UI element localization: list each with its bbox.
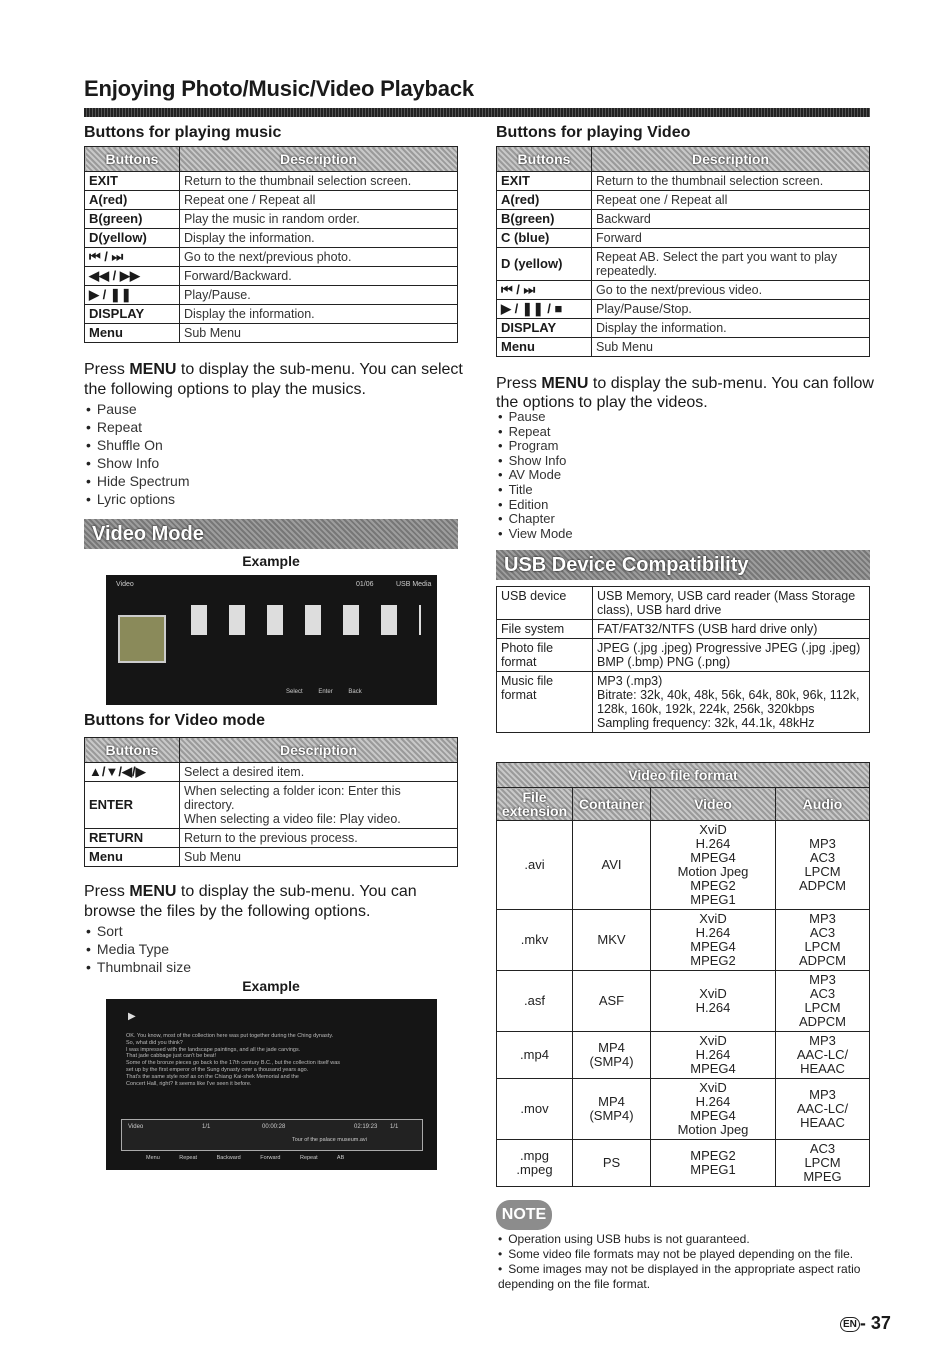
subtitle-line: That jade cabbage just can't be beat! xyxy=(126,1053,217,1060)
usb-compatibility-band: USB Device Compatibility xyxy=(496,550,870,580)
description-line: When selecting a folder icon: Enter this directory. xyxy=(184,784,401,812)
format-video-cell xyxy=(651,821,776,910)
video-mode-buttons-heading: Buttons for Video mode xyxy=(84,712,266,729)
video-submenu-text xyxy=(496,374,876,412)
music-buttons-table xyxy=(84,146,458,343)
description-cell xyxy=(180,782,458,829)
format-line: .mov xyxy=(520,1101,549,1116)
hint-backward: Backward xyxy=(216,1155,241,1161)
description-cell: Repeat AB. Select the part you want to play repeatedly. xyxy=(592,248,870,281)
format-line: MP3 xyxy=(809,1087,836,1102)
table-row xyxy=(497,587,870,620)
format-ext-cell xyxy=(497,1079,573,1140)
format-line: H.264 xyxy=(695,836,731,851)
button-name-cell: ⏮ / ⏭ xyxy=(85,248,180,267)
format-container-cell xyxy=(573,821,651,910)
list-item: • Lyric options xyxy=(86,490,190,508)
page-number-text: - 37 xyxy=(859,1313,891,1333)
para-suffix: to display the sub-menu. You can select the following options to play the musics. xyxy=(84,361,463,398)
format-ext-cell xyxy=(497,1032,573,1079)
format-audio-cell xyxy=(776,1079,870,1140)
description-cell: Backward xyxy=(592,210,870,229)
format-line: XviD xyxy=(699,986,727,1001)
button-name-cell: A(red) xyxy=(497,191,592,210)
list-item: • View Mode xyxy=(498,527,573,542)
playback-info-bar xyxy=(121,1119,423,1151)
format-line: AC3 xyxy=(809,925,836,940)
description-cell: Display the information. xyxy=(180,305,458,324)
format-line: MP3 xyxy=(809,911,836,926)
table-row xyxy=(497,1032,870,1079)
format-audio-cell xyxy=(776,1032,870,1079)
format-video-cell xyxy=(651,1032,776,1079)
table-row xyxy=(85,848,458,867)
format-line: MPEG1 xyxy=(690,1162,736,1177)
table-row xyxy=(85,191,458,210)
button-name-cell: DISPLAY xyxy=(85,305,180,324)
subtitle-text xyxy=(126,1033,426,1087)
col-header-container: Container xyxy=(573,788,651,821)
usb-rows xyxy=(497,587,870,733)
format-line: MKV xyxy=(597,932,626,947)
format-line: HEAAC xyxy=(800,1061,845,1076)
format-line: (SMP4) xyxy=(589,1108,634,1123)
table-row xyxy=(85,324,458,343)
table-row xyxy=(85,286,458,305)
description-line: When selecting a video file: Play video. xyxy=(184,812,401,826)
format-line: ADPCM xyxy=(799,953,846,968)
format-video-cell xyxy=(651,1140,776,1187)
hint-repeat: Repeat xyxy=(179,1155,198,1161)
bar-count: 1/1 xyxy=(390,1124,399,1130)
video-format-rows xyxy=(497,821,870,1187)
col-header-video: Video xyxy=(651,788,776,821)
video-playback-example-screen xyxy=(106,999,437,1170)
list-item: • Pause xyxy=(86,400,190,418)
button-name-cell: ▶ / ❚❚ / ■ xyxy=(497,300,592,319)
button-name-cell: ⏮ / ⏭ xyxy=(497,281,592,300)
description-cell: Return to the previous process. xyxy=(180,829,458,848)
subtitle-line: Some of the bronze pieces go back to the 17th century B.C., but the collection itself was xyxy=(126,1060,341,1067)
button-name-cell: DISPLAY xyxy=(497,319,592,338)
format-line: XviD xyxy=(699,1033,727,1048)
subtitle-line: Concert Hall, right? It seems like I've seen it before. xyxy=(126,1080,252,1087)
format-line: Motion Jpeg xyxy=(677,864,749,879)
usb-compatibility-table xyxy=(496,586,870,733)
col-header-description: Description xyxy=(180,147,458,172)
list-item: • Thumbnail size xyxy=(86,958,191,976)
description-cell: Return to the thumbnail selection screen. xyxy=(180,172,458,191)
col-header-buttons: Buttons xyxy=(85,738,180,763)
description-cell: Return to the thumbnail selection screen. xyxy=(592,172,870,191)
format-line: MP3 xyxy=(809,1033,836,1048)
page-number xyxy=(840,1313,891,1334)
description-cell: Display the information. xyxy=(592,319,870,338)
format-ext-cell xyxy=(497,1140,573,1187)
format-video-cell xyxy=(651,971,776,1032)
table-row xyxy=(497,1140,870,1187)
table-row xyxy=(497,229,870,248)
list-item: • Some video file formats may not be played depending on the file. xyxy=(498,1247,898,1262)
table-row xyxy=(497,172,870,191)
table-row xyxy=(85,248,458,267)
format-line: .mkv xyxy=(520,932,549,947)
format-line: MPEG1 xyxy=(690,892,736,907)
para-prefix: Press xyxy=(84,883,130,900)
button-name-cell: Menu xyxy=(85,848,180,867)
description-cell: Sub Menu xyxy=(592,338,870,357)
table-row xyxy=(497,319,870,338)
description-cell: Display the information. xyxy=(180,229,458,248)
para-prefix: Press xyxy=(496,375,542,392)
list-item: • Program xyxy=(498,439,573,454)
usb-key-cell: USB device xyxy=(497,587,593,620)
screen-counter: 01/06 xyxy=(356,581,374,588)
video-mode-rows xyxy=(85,763,458,867)
button-name-cell: ▶ / ❚❚ xyxy=(85,286,180,305)
col-header-audio: Audio xyxy=(776,788,870,821)
table-row xyxy=(497,191,870,210)
hint-repeat-ab: Repeat AB xyxy=(299,1155,345,1161)
table-row xyxy=(85,782,458,829)
list-item: • Chapter xyxy=(498,512,573,527)
usb-key-cell: Music file format xyxy=(497,672,593,733)
format-line: XviD xyxy=(699,911,727,926)
format-line: .mp4 xyxy=(520,1047,549,1062)
format-container-cell xyxy=(573,1140,651,1187)
format-line: AVI xyxy=(601,857,622,872)
note-badge: NOTE xyxy=(496,1200,552,1230)
format-line: H.264 xyxy=(695,1094,731,1109)
table-row xyxy=(497,639,870,672)
table-row xyxy=(497,910,870,971)
subtitle-line: OK. You know, most of the collection here was put together during the Ching dynasty. xyxy=(126,1033,334,1039)
format-line: LPCM xyxy=(804,939,841,954)
description-cell: Forward xyxy=(592,229,870,248)
table-row xyxy=(85,763,458,782)
page-title: Enjoying Photo/Music/Video Playback xyxy=(84,76,474,101)
button-name-cell: EXIT xyxy=(85,172,180,191)
list-item: • Sort xyxy=(86,922,191,940)
hint-back: Back xyxy=(348,689,362,695)
usb-value-cell xyxy=(593,672,870,733)
video-mode-example-screen xyxy=(106,575,437,705)
usb-value-line: FAT/FAT32/NTFS (USB hard drive only) xyxy=(597,622,818,636)
list-item: • Hide Spectrum xyxy=(86,472,190,490)
folder-preview-icon xyxy=(118,615,166,663)
video-mode-buttons-table xyxy=(84,737,458,867)
list-item: • Media Type xyxy=(86,940,191,958)
hint-menu: Menu xyxy=(146,1155,160,1161)
button-name-cell: B(green) xyxy=(85,210,180,229)
description-cell: Sub Menu xyxy=(180,848,458,867)
format-video-cell xyxy=(651,910,776,971)
subtitle-line: So, what did you think? xyxy=(126,1039,183,1046)
list-item: • Operation using USB hubs is not guaranteed. xyxy=(498,1232,898,1247)
format-line: .avi xyxy=(524,857,545,872)
bar-file: Tour of the palace museum.avi xyxy=(292,1137,367,1143)
button-name-cell: D(yellow) xyxy=(85,229,180,248)
col-header-description: Description xyxy=(180,738,458,763)
format-line: H.264 xyxy=(695,925,731,940)
format-ext-cell xyxy=(497,910,573,971)
description-cell: Go to the next/previous photo. xyxy=(180,248,458,267)
music-buttons-heading: Buttons for playing music xyxy=(84,124,282,141)
usb-value-cell xyxy=(593,639,870,672)
button-name-cell: ENTER xyxy=(85,782,180,829)
description-cell: Sub Menu xyxy=(180,324,458,343)
button-name-cell: ◀◀ / ▶▶ xyxy=(85,267,180,286)
list-item: • AV Mode xyxy=(498,468,573,483)
table-row xyxy=(497,248,870,281)
format-ext-cell xyxy=(497,821,573,910)
table-row xyxy=(85,172,458,191)
usb-key-cell: Photo file format xyxy=(497,639,593,672)
music-options-list xyxy=(86,400,190,508)
table-row xyxy=(497,821,870,910)
video-thumbnails xyxy=(191,605,421,635)
para-suffix: to display the sub-menu. You can browse the files by the following options. xyxy=(84,883,417,920)
menu-key: MENU xyxy=(129,361,177,378)
list-item: • Show Info xyxy=(498,454,573,469)
table-row xyxy=(497,971,870,1032)
button-name-cell: Menu xyxy=(497,338,592,357)
button-name-cell: RETURN xyxy=(85,829,180,848)
table-row xyxy=(85,829,458,848)
para-suffix: to display the sub-menu. You can follow the options to play the videos. xyxy=(496,375,874,411)
table-row xyxy=(85,229,458,248)
format-line: MP3 xyxy=(809,972,836,987)
table-row xyxy=(497,281,870,300)
format-audio-cell xyxy=(776,910,870,971)
screen-bottom-hints xyxy=(286,689,362,695)
format-container-cell xyxy=(573,1079,651,1140)
format-line: MPEG2 xyxy=(690,878,736,893)
usb-value-cell xyxy=(593,587,870,620)
table-row xyxy=(497,338,870,357)
usb-value-line: Sampling frequency: 32k, 44.1k, 48kHz xyxy=(597,716,815,730)
col-header-description: Description xyxy=(592,147,870,172)
list-item: • Pause xyxy=(498,410,573,425)
format-container-cell xyxy=(573,971,651,1032)
hint-enter: Enter xyxy=(318,689,333,695)
list-item: • Edition xyxy=(498,498,573,513)
col-header-buttons: Buttons xyxy=(497,147,592,172)
format-container-cell xyxy=(573,910,651,971)
list-item: • Repeat xyxy=(498,425,573,440)
video-mode-band: Video Mode xyxy=(84,519,458,549)
format-line: MP4 xyxy=(598,1094,625,1109)
table-row xyxy=(497,672,870,733)
format-container-cell xyxy=(573,1032,651,1079)
format-video-cell xyxy=(651,1079,776,1140)
button-name-cell: C (blue) xyxy=(497,229,592,248)
format-line: AC3 xyxy=(809,986,836,1001)
format-line: MP4 xyxy=(598,1040,625,1055)
format-line: ASF xyxy=(598,993,625,1008)
example-label-2: Example xyxy=(242,978,300,994)
video-mode-options-list xyxy=(86,922,191,976)
usb-value-line: MP3 (.mp3) xyxy=(597,674,663,688)
table-row xyxy=(497,620,870,639)
format-line: XviD xyxy=(699,1080,727,1095)
table-row xyxy=(497,210,870,229)
format-line: (SMP4) xyxy=(589,1054,634,1069)
video-file-format-table xyxy=(496,762,870,1187)
table-row xyxy=(497,1079,870,1140)
playback-hints xyxy=(146,1155,344,1161)
col-header-extension: File extension xyxy=(497,788,573,821)
button-name-cell: B(green) xyxy=(497,210,592,229)
format-line: MP3 xyxy=(809,836,836,851)
format-line: .asf xyxy=(524,993,545,1008)
format-line: AC3 xyxy=(809,1141,836,1156)
para-prefix: Press xyxy=(84,361,130,378)
description-cell: Go to the next/previous video. xyxy=(592,281,870,300)
format-line: H.264 xyxy=(695,1047,731,1062)
description-cell: Forward/Backward. xyxy=(180,267,458,286)
table-row xyxy=(85,267,458,286)
format-line: MPEG4 xyxy=(690,939,736,954)
format-line: AAC-LC/ xyxy=(796,1047,849,1062)
format-line: MPEG xyxy=(803,1169,842,1184)
video-format-title: Video file format xyxy=(497,763,870,788)
description-cell: Select a desired item. xyxy=(180,763,458,782)
list-item: • Title xyxy=(498,483,573,498)
format-line: ADPCM xyxy=(799,878,846,893)
menu-key: MENU xyxy=(541,375,589,392)
video-buttons-heading: Buttons for playing Video xyxy=(496,124,691,141)
description-cell: Repeat one / Repeat all xyxy=(592,191,870,210)
button-name-cell: ▲/▼/◀/▶ xyxy=(85,763,180,782)
description-cell: Play/Pause. xyxy=(180,286,458,305)
bar-left: Video xyxy=(128,1124,144,1130)
video-options-list xyxy=(498,410,573,541)
usb-key-cell: File system xyxy=(497,620,593,639)
format-line: H.264 xyxy=(695,1000,731,1015)
button-name-cell: EXIT xyxy=(497,172,592,191)
usb-value-cell xyxy=(593,620,870,639)
description-cell: Repeat one / Repeat all xyxy=(180,191,458,210)
language-badge: EN xyxy=(840,1317,860,1332)
format-audio-cell xyxy=(776,821,870,910)
video-mode-submenu-text xyxy=(84,882,464,922)
subtitle-line: That's the same style roof as on the Chiang Kai-shek Memorial and the xyxy=(126,1073,299,1080)
list-item: • Shuffle On xyxy=(86,436,190,454)
format-line: AAC-LC/ xyxy=(796,1101,849,1116)
screen-top-left: Video xyxy=(116,581,134,588)
description-cell: Play/Pause/Stop. xyxy=(592,300,870,319)
hint-select: Select xyxy=(286,689,303,695)
format-line: MPEG4 xyxy=(690,850,736,865)
description-cell: Play the music in random order. xyxy=(180,210,458,229)
list-item: • Repeat xyxy=(86,418,190,436)
format-line: MPEG4 xyxy=(690,1108,736,1123)
button-name-cell: Menu xyxy=(85,324,180,343)
subtitle-line: set up by the first emperor of the Sung dynasty over a thousand years ago. xyxy=(126,1066,309,1073)
format-line: LPCM xyxy=(804,1000,841,1015)
table-row xyxy=(497,300,870,319)
format-ext-cell xyxy=(497,971,573,1032)
video-rows xyxy=(497,172,870,357)
format-line: AC3 xyxy=(809,850,836,865)
bar-mid: 1/1 xyxy=(202,1124,211,1130)
play-indicator-icon: ▶ xyxy=(128,1011,136,1022)
hint-forward: Forward xyxy=(260,1155,281,1161)
format-audio-cell xyxy=(776,1140,870,1187)
col-header-buttons: Buttons xyxy=(85,147,180,172)
table-row xyxy=(85,305,458,324)
format-line: PS xyxy=(602,1155,621,1170)
menu-key: MENU xyxy=(129,883,177,900)
music-submenu-text xyxy=(84,360,464,400)
video-buttons-table xyxy=(496,146,870,357)
list-item: • Some images may not be displayed in the appropriate aspect ratio depending on the file format. xyxy=(498,1262,898,1292)
format-line: ADPCM xyxy=(799,1014,846,1029)
format-line: LPCM xyxy=(804,1155,841,1170)
format-audio-cell xyxy=(776,971,870,1032)
list-item: • Show Info xyxy=(86,454,190,472)
title-rule xyxy=(84,108,870,117)
format-line: .mpeg xyxy=(516,1162,553,1177)
button-name-cell: A(red) xyxy=(85,191,180,210)
usb-value-line: JPEG (.jpg .jpeg) Progressive JPEG (.jpg .jpeg) BMP (.bmp) PNG (.png) xyxy=(597,641,861,669)
format-line: MPEG4 xyxy=(690,1061,736,1076)
format-line: MPEG2 xyxy=(690,953,736,968)
format-line: XviD xyxy=(699,822,727,837)
usb-value-line: Bitrate: 32k, 40k, 48k, 56k, 64k, 80k, 96k, 112k, 128k, 160k, 192k, 224k, 256k, 320kbps xyxy=(597,688,860,716)
format-line: Motion Jpeg xyxy=(677,1122,749,1137)
format-line: HEAAC xyxy=(800,1115,845,1130)
format-line: MPEG2 xyxy=(690,1148,736,1163)
bar-time: 00:00:28 xyxy=(262,1124,286,1130)
table-row xyxy=(85,210,458,229)
format-line: .mpg xyxy=(520,1148,549,1163)
button-name-cell: D (yellow) xyxy=(497,248,592,281)
screen-top-right: USB Media xyxy=(396,581,432,588)
music-rows xyxy=(85,172,458,343)
bar-total: 02:19:23 xyxy=(354,1124,378,1130)
usb-value-line: USB Memory, USB card reader (Mass Storage class), USB hard drive xyxy=(597,589,856,617)
subtitle-line: I was impressed with the landscape paintings, and all the jade carvings. xyxy=(126,1046,301,1053)
note-list xyxy=(498,1232,898,1292)
format-line: LPCM xyxy=(804,864,841,879)
example-label: Example xyxy=(242,553,300,569)
